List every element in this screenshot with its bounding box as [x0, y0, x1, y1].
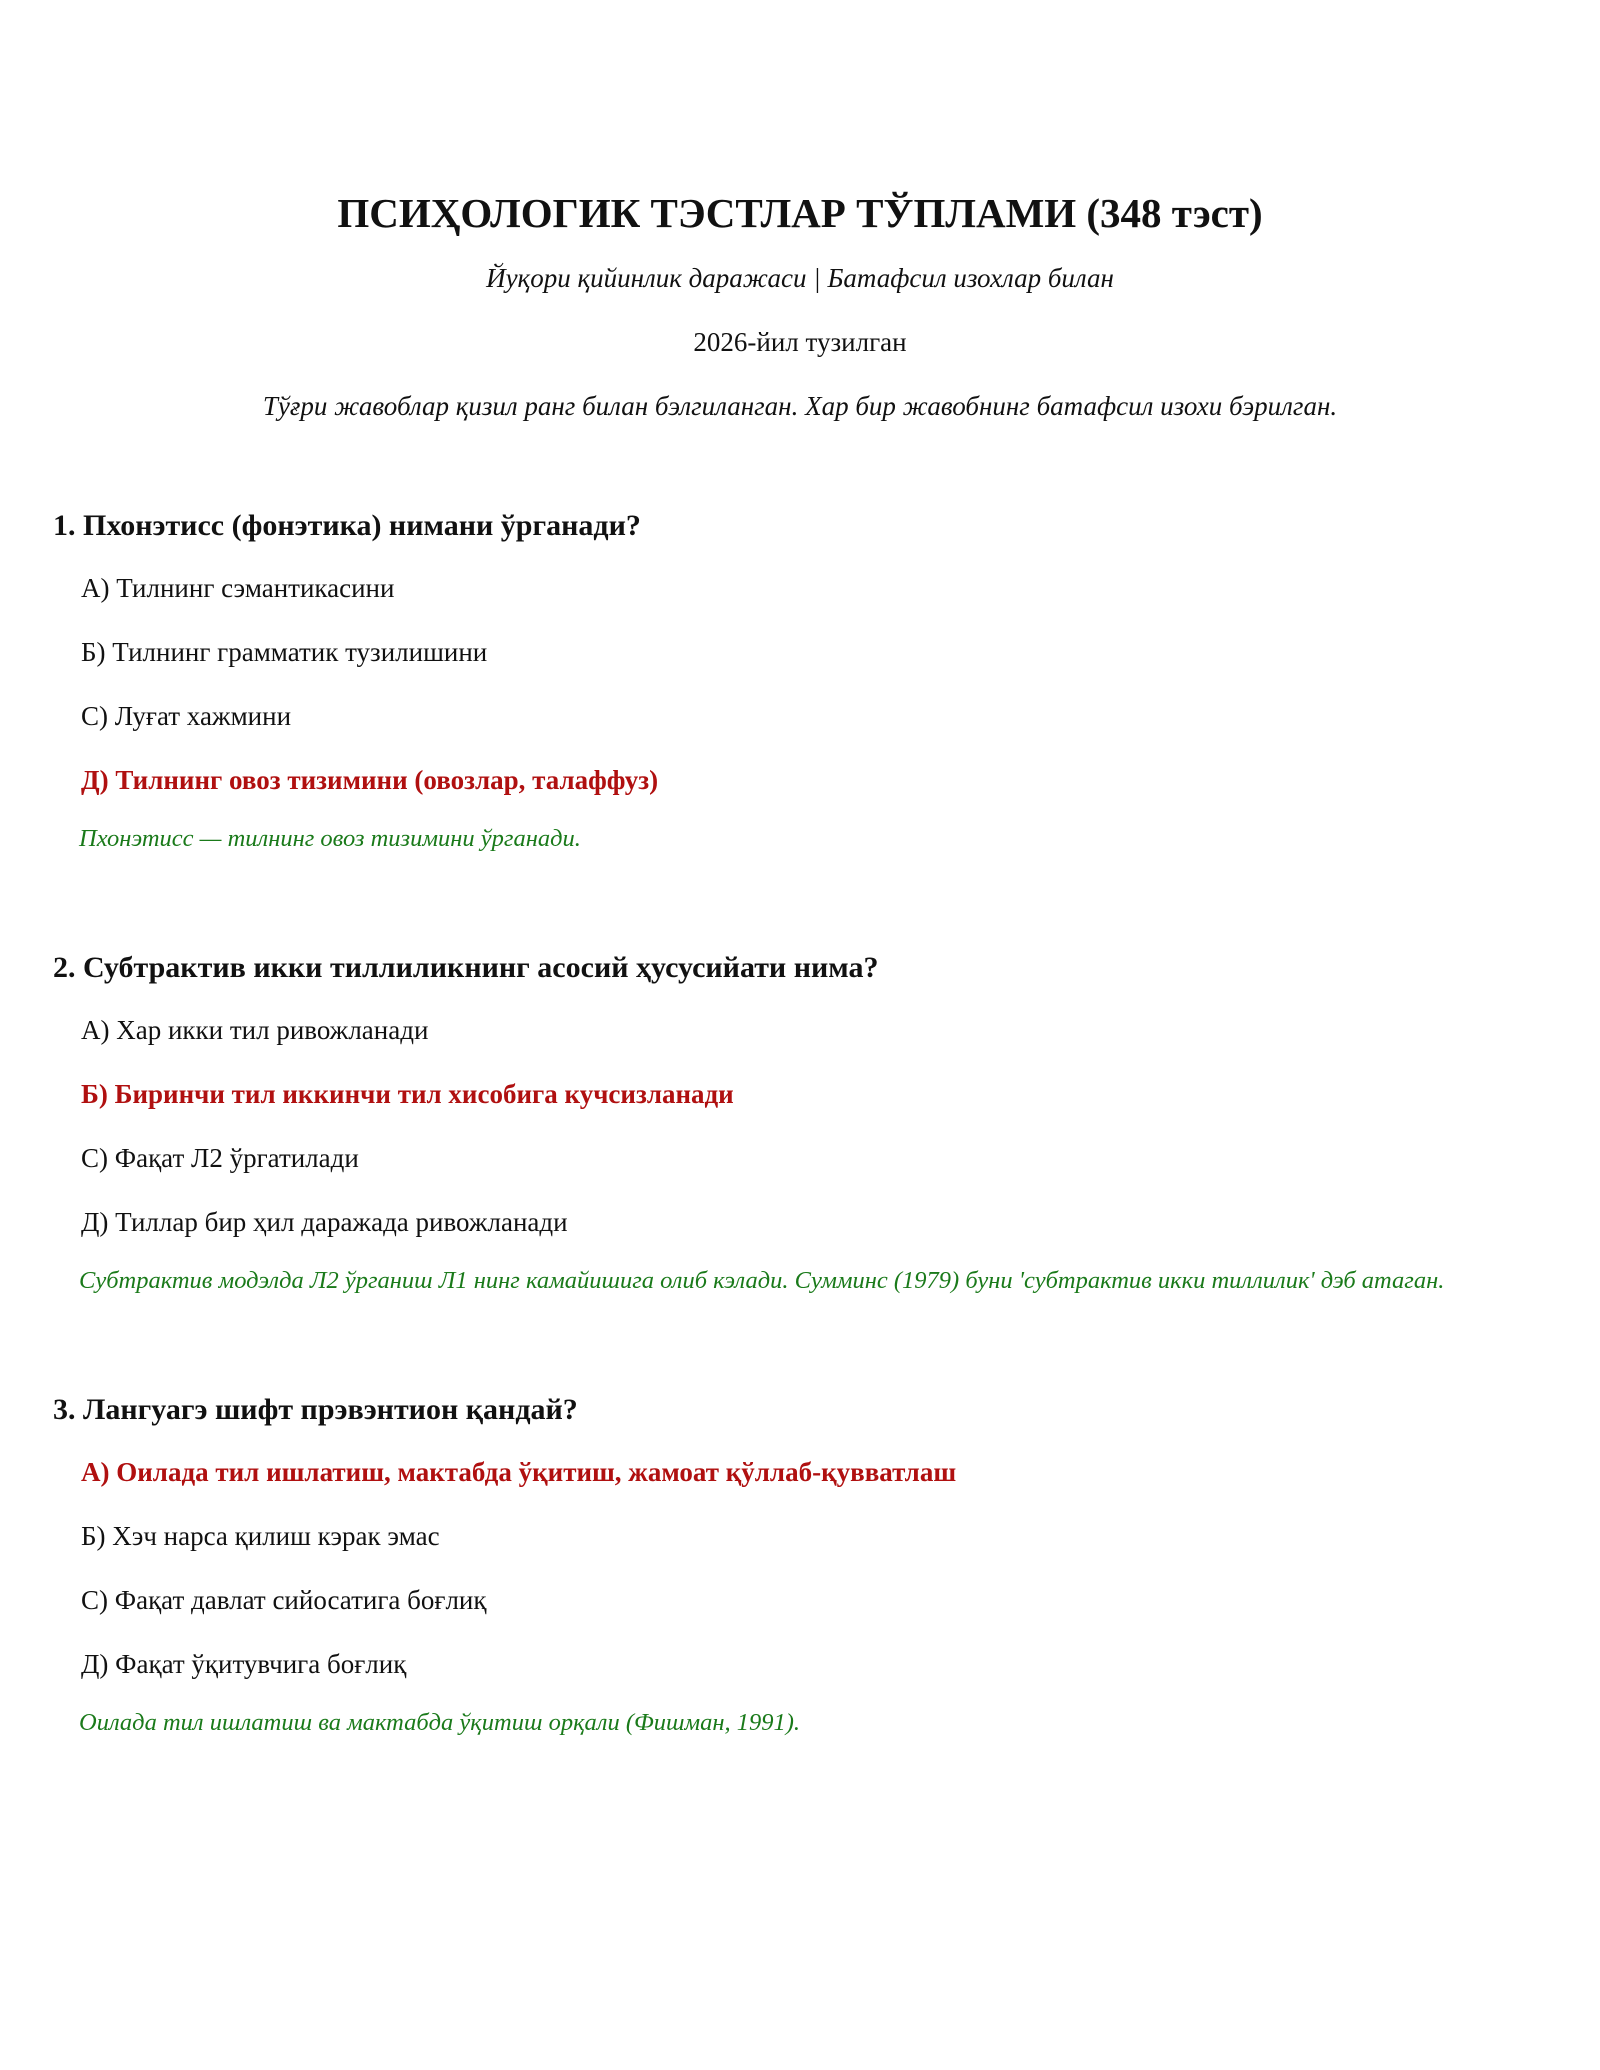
document-date: 2026-йил тузилган: [693, 327, 907, 357]
answer-option-c: С) Фақат Л2 ўргатилади: [81, 1143, 359, 1173]
correct-answer-option-d: Д) Тилнинг овоз тизимини (овозлар, талаффуз): [81, 765, 659, 795]
document-note: Тўғри жавоблар қизил ранг билан бэлгиланган. Хар бир жавобнинг батафсил изохи бэрилган.: [262, 391, 1338, 421]
answer-option-b: Б) Хэч нарса қилиш кэрак эмас: [81, 1521, 440, 1551]
question-title: 2. Субтрактив икки тиллиликнинг асосий ҳусусийати нима?: [53, 951, 879, 984]
document-title: ПСИҲОЛОГИК ТЭСТЛАР ТЎПЛАМИ (348 тэст): [337, 190, 1263, 236]
question-1: [53, 505, 1547, 857]
question-2: [53, 947, 1547, 1299]
question-title: 1. Пхонэтисс (фонэтика) нимани ўрганади?: [53, 509, 641, 542]
document-subtitle: Йуқори қийинлик даражаси | Батафсил изохлар билан: [486, 263, 1114, 293]
question-3: [53, 1389, 1547, 1741]
correct-answer-option-a: А) Оилада тил ишлатиш, мактабда ўқитиш, жамоат қўллаб-қувватлаш: [81, 1457, 957, 1487]
answer-option-b: Б) Тилнинг грамматик тузилишини: [81, 637, 488, 667]
correct-answer-option-b: Б) Биринчи тил иккинчи тил хисобига кучсизланади: [81, 1079, 734, 1109]
question-list: [53, 505, 1547, 1741]
answer-option-d: Д) Тиллар бир ҳил даражада ривожланади: [81, 1207, 568, 1237]
answer-option-a: А) Хар икки тил ривожланади: [81, 1015, 429, 1045]
document-header: [53, 0, 1547, 425]
answer-option-c: С) Луғат хажмини: [81, 701, 292, 731]
answer-explanation: Оилада тил ишлатиш ва мактабда ўқитиш орқали (Фишман, 1991).: [79, 1709, 801, 1736]
answer-option-a: А) Тилнинг сэмантикасини: [81, 573, 395, 603]
answer-explanation: Пхонэтисс — тилнинг овоз тизимини ўрганади.: [79, 825, 581, 852]
answer-option-d: Д) Фақат ўқитувчига боғлиқ: [81, 1649, 407, 1679]
answer-explanation: Субтрактив модэлда Л2 ўрганиш Л1 нинг камайишига олиб кэлади. Сумминс (1979) буни 'субтрактив икки тиллилик' дэб атаган.: [79, 1267, 1445, 1294]
question-title: 3. Лангуагэ шифт прэвэнтион қандай?: [53, 1393, 578, 1426]
answer-option-c: С) Фақат давлат сийосатига боғлиқ: [81, 1585, 487, 1615]
